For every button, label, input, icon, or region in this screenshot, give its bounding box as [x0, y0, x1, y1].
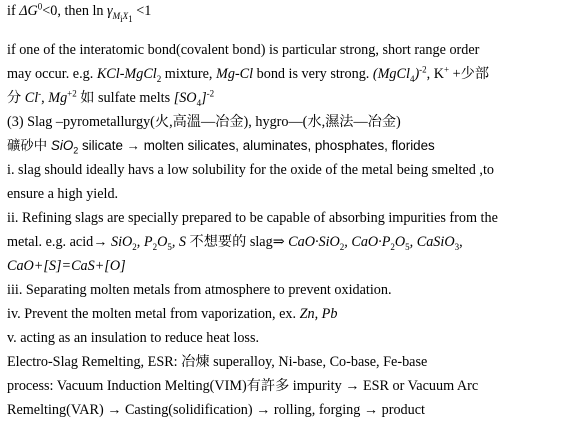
paragraph-line: 礦砂中 SiO$_2$ silicate → molten silicates, aluminates, phosphates, florides: [7, 138, 435, 156]
list-item-line: ensure a high yield.: [7, 186, 119, 202]
list-item-line: metal. e.g. acid→ SiO$_2$, $P_2O_5$, S 不想要的 slag⇒ CaO·SiO$_2$, $CaO\cdot P_2O_5$, CaSiO$_3$,: [7, 234, 463, 252]
paragraph-line: process: Vacuum Induction Melting(VIM)有許多 impurity → ESR or Vacuum Arc: [7, 378, 479, 394]
list-item-line: iii. Separating molten metals from atmosphere to prevent oxidation.: [7, 282, 392, 298]
condition-line: if $\Delta G^0<0$, then $\ln \gamma_{M_iX_1} <1$: [7, 1, 152, 24]
paragraph-line: may occur. e.g. KCl-MgCl$_2$ mixture, Mg-Cl bond is very strong. (MgCl$_4$)$^{-2}$, K+ +少部: [7, 64, 490, 84]
paragraph-line: if one of the interatomic bond(covalent bond) is particular strong, short range order: [7, 42, 480, 58]
paragraph-line: 分 Cl-, $Mg^{+2}$ 如 sulfate melts $[SO_4]^{-2}$: [7, 88, 215, 108]
paragraph-line: (3) Slag –pyrometallurgy(火,高溫—冶金), hygro—(水,濕法—冶金): [7, 114, 401, 130]
list-item-line: ii. Refining slags are specially prepared to be capable of absorbing impurities from the: [7, 210, 498, 226]
paragraph-line: Electro-Slag Remelting, ESR: 冶煉 superalloy, Ni-base, Co-base, Fe-base: [7, 354, 428, 370]
list-item-line: i. slag should ideally havs a low solubility for the oxide of the metal being smelted ,to: [7, 162, 495, 178]
list-item-line: v. acting as an insulation to reduce heat loss.: [7, 330, 260, 346]
list-item-line: iv. Prevent the molten metal from vaporization, ex. Zn, Pb: [7, 306, 338, 322]
equation-line: CaO+[S]=CaS+[O]: [7, 258, 126, 274]
paragraph-line: Remelting(VAR) → Casting(solidification) → rolling, forging → product: [7, 402, 425, 418]
